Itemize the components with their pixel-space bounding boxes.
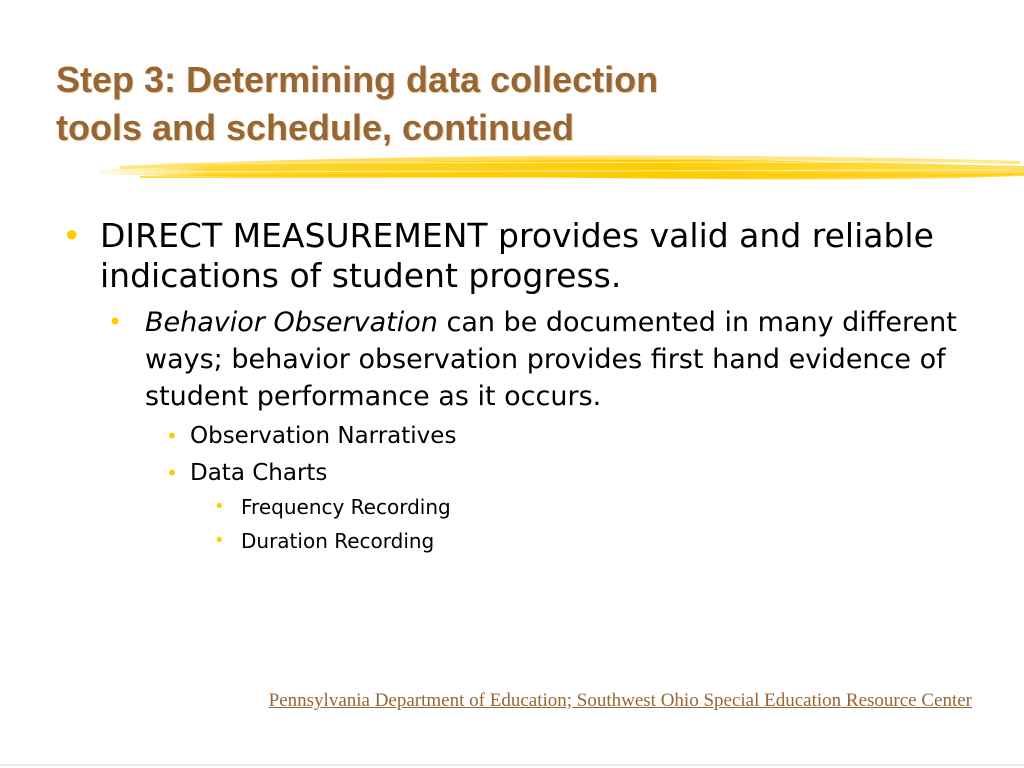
bullet-item-level-1 — [62, 216, 982, 296]
bullet-item-level-4 — [214, 527, 982, 555]
bullet-dot-icon: • — [214, 496, 225, 517]
bottom-divider — [0, 764, 1024, 766]
bullet-dot-icon: • — [166, 424, 178, 448]
bullet-item-level-4 — [214, 493, 982, 521]
bullet-item-level-3 — [166, 458, 982, 489]
bullet-text: Observation Narratives — [190, 423, 457, 449]
bullet-item-level-3 — [166, 421, 982, 452]
bullet-text: can be documented in many different ways; behavior observation provides first hand evidence of student performance as it occurs. — [145, 307, 957, 412]
slide-title — [56, 56, 956, 152]
bullet-dot-icon: • — [108, 308, 123, 336]
bullet-text: Frequency Recording — [241, 495, 451, 519]
bullet-item-level-2 — [108, 304, 982, 415]
bullet-text: Duration Recording — [241, 529, 435, 553]
slide-title-line-1: Step 3: Determining data collection — [56, 59, 659, 100]
bullet-list — [62, 216, 982, 555]
slide-title-line-2: tools and schedule, continued — [56, 107, 575, 148]
bullet-text: DIRECT MEASUREMENT provides valid and reliable indications of student progress. — [100, 216, 934, 295]
yellow-brush-stroke-divider — [100, 146, 1024, 188]
bullet-text-emphasis: Behavior Observation — [145, 307, 438, 338]
bullet-dot-icon: • — [166, 461, 178, 485]
footer-source-link[interactable]: Pennsylvania Department of Education; Southwest Ohio Special Education Resource Center — [268, 690, 972, 711]
bullet-dot-icon: • — [214, 530, 225, 551]
bullet-text: Data Charts — [190, 460, 328, 486]
bullet-dot-icon: • — [62, 216, 82, 255]
